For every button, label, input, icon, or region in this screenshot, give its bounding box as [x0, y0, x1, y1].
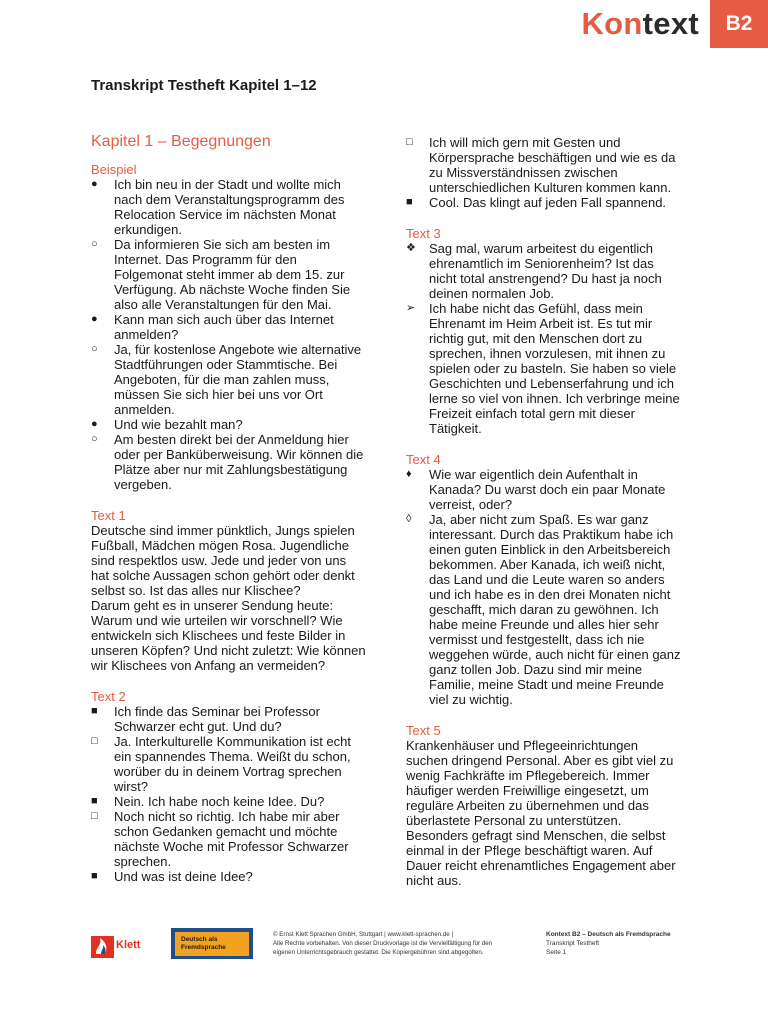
bullet-open-circle-icon: ○	[91, 343, 98, 355]
daf-line-1: Deutsch als	[181, 935, 218, 943]
document-meta	[546, 930, 686, 957]
dialogue-line: ■ Und was ist deine Idee?	[91, 869, 253, 884]
dialogue-line: ❖ Sag mal, warum arbeitest du eigentlich ehrenamtlich im Seniorenheim? Ist das nicht total anstrengend? Du hast ja noch deinen normalen Job.	[406, 241, 662, 301]
dialogue-line: ♦ Wie war eigentlich dein Aufenthalt in Kanada? Du warst doch ein paar Monate verreist, oder?	[406, 467, 666, 512]
meta-subtitle: Transkript Testheft	[546, 940, 600, 947]
daf-line-2: Fremdsprache	[181, 943, 226, 951]
bullet-filled-circle-icon: ●	[91, 313, 98, 325]
bullet-open-square-icon: □	[91, 735, 98, 747]
bullet-filled-square-icon: ■	[406, 196, 413, 208]
klett-wordmark: Klett	[116, 938, 141, 951]
meta-title: Kontext B2 – Deutsch als Fremdsprache	[546, 931, 671, 938]
text-2-dialogue	[91, 704, 366, 884]
dialogue-line: ■ Ich finde das Seminar bei Professor Schwarzer echt gut. Und du?	[91, 704, 320, 734]
dialogue-line: □ Noch nicht so richtig. Ich habe mir aber schon Gedanken gemacht und möchte nächste Woche mit Professor Schwarzer sprechen.	[91, 809, 349, 869]
dialogue-line: ● Ich bin neu in der Stadt und wollte mich nach dem Veranstaltungsprogramm des Relocation Service im nächsten Monat erkundigen.	[91, 177, 345, 237]
page-number: Seite 1	[546, 949, 567, 956]
bullet-filled-circle-icon: ●	[91, 178, 98, 190]
bullet-open-square-icon: □	[406, 136, 413, 148]
klett-logo	[91, 930, 144, 959]
klett-flame-icon	[91, 932, 115, 958]
beispiel-dialogue	[91, 177, 366, 492]
section-heading-beispiel: Beispiel	[91, 162, 137, 177]
bullet-filled-circle-icon: ●	[91, 418, 98, 430]
section-heading-text-3: Text 3	[406, 226, 441, 241]
dialogue-line: ○ Ja, für kostenlose Angebote wie alternative Stadtführungen oder Stammtische. Bei Angeboten, für die man zahlen muss, müssen Sie sich hier bei uns vor Ort anmelden.	[91, 342, 362, 417]
bullet-open-circle-icon: ○	[91, 433, 98, 445]
section-heading-text-1: Text 1	[91, 508, 126, 523]
dialogue-line: ➢ Ich habe nicht das Gefühl, dass mein Ehrenamt im Heim Arbeit ist. Es tut mir richtig gut, mit den Menschen dort zu sprechen, ihnen vorzulesen, mit ihnen zu spielen oder zu basteln. Sie haben so viele Geschichten und Lebenserfahrung und ich lerne so viel von ihnen. Ich verbringe meine Freizeit einfach total gern mit dieser Tätigkeit.	[406, 301, 680, 436]
section-heading-text-5: Text 5	[406, 723, 441, 738]
dialogue-line: ● Und wie bezahlt man?	[91, 417, 243, 432]
text-1-paragraph: Deutsche sind immer pünktlich, Jungs spielen Fußball, Mädchen mögen Rosa. Jugendliche sind respektlos usw. Jede und jeder von uns hat solche Aussagen schon gehört oder denkt selbst so. Ist das alles nur Klischee?	[91, 523, 355, 598]
document-title: Transkript Testheft Kapitel 1–12	[91, 77, 317, 94]
logo-wordmark	[582, 0, 711, 48]
text-1-paragraph: Darum geht es in unserer Sendung heute: Warum und wie urteilen wir vorschnell? Wie entwickeln sich Klischees und feste Bilder in unseren Köpfen? Und nicht zuletzt: Wie können wir Klischees von Anfang an vermeiden?	[91, 598, 366, 673]
logo-kon: Kon	[581, 6, 643, 41]
text-5-paragraph: Krankenhäuser und Pflegeeinrichtungen suchen dringend Personal. Aber es gibt viel zu wenig Fachkräfte im Pflegebereich. Immer häufiger werden Freiwillige eingesetzt, um reguläre Arbeiten zu übernehmen und das überlastete Personal zu unterstützen. Besonders gefragt sind Menschen, die selbst einmal in der Pflege beschäftigt waren. Auf Dauer reicht ehrenamtliches Engagement aber nicht aus.	[406, 738, 676, 888]
copyright-notice: © Ernst Klett Sprachen GmbH, Stuttgart | www.klett-sprachen.de | Alle Rechte vorbehalten. Von dieser Druckvorlage ist die Vervielfältigung für den eigenen Unterrichtsgebrauch gestattet. Die Kopiergebühren sind abgegolten.	[273, 931, 493, 956]
bullet-open-square-icon: □	[91, 810, 98, 822]
bullet-diamond-cluster-icon: ❖	[406, 242, 416, 254]
level-badge: B2	[710, 0, 768, 48]
kontext-logo	[582, 0, 768, 48]
page-footer	[0, 926, 768, 966]
text-2-dialogue-continued	[406, 135, 682, 210]
bullet-filled-diamond-icon: ♦	[406, 468, 412, 480]
dialogue-line: ● Kann man sich auch über das Internet anmelden?	[91, 312, 334, 342]
left-column	[91, 132, 366, 884]
right-column	[406, 135, 682, 888]
text-4-dialogue	[406, 467, 682, 707]
bullet-open-circle-icon: ○	[91, 238, 98, 250]
dialogue-line: ■ Cool. Das klingt auf jeden Fall spannend.	[406, 195, 667, 210]
section-heading-text-4: Text 4	[406, 452, 441, 467]
daf-logo	[171, 928, 253, 959]
dialogue-line: ○ Am besten direkt bei der Anmeldung hier oder per Banküberweisung. Wir können die Plätze aber nur mit Zahlungsbestätigung vergeben.	[91, 432, 364, 492]
chapter-heading: Kapitel 1 – Begegnungen	[91, 133, 271, 150]
bullet-open-diamond-icon: ◊	[406, 513, 412, 525]
text-3-dialogue	[406, 241, 682, 436]
dialogue-line: ■ Nein. Ich habe noch keine Idee. Du?	[91, 794, 325, 809]
bullet-filled-square-icon: ■	[91, 705, 98, 717]
section-heading-text-2: Text 2	[91, 689, 126, 704]
dialogue-line: □ Ja. Interkulturelle Kommunikation ist echt ein spannendes Thema. Weißt du schon, worüber du in deinem Vortrag sprechen wirst?	[91, 734, 351, 794]
bullet-arrow-icon: ➢	[406, 302, 416, 314]
logo-text: text	[642, 6, 699, 41]
dialogue-line: ○ Da informieren Sie sich am besten im Internet. Das Programm für den Folgemonat steht immer ab dem 15. zur Verfügung. Ab nächste Woche finden Sie also alle Veranstaltungen für den Mai.	[91, 237, 351, 312]
dialogue-line: ◊ Ja, aber nicht zum Spaß. Es war ganz interessant. Durch das Praktikum habe ich einen guten Einblick in den Arbeitsbereich bekommen. Aber Kanada, ich weiß nicht, das Land und die Leute waren so anders und ich habe es in den drei Monaten nicht geschafft, mich daran zu gewöhnen. Ich habe meine Freunde und alles hier sehr vermisst und festgestellt, dass ich nie weggehen würde, auch nicht für einen ganz ganz tollen Job. Dazu sind mir meine Familie, meine Stadt und meine Freunde viel zu wichtig.	[406, 512, 681, 707]
bullet-filled-square-icon: ■	[91, 795, 98, 807]
dialogue-line: □ Ich will mich gern mit Gesten und Körpersprache beschäftigen und wie es da zu Missverständnissen zwischen unterschiedlichen Kulturen kommen kann.	[406, 135, 676, 195]
bullet-filled-square-icon: ■	[91, 870, 98, 882]
